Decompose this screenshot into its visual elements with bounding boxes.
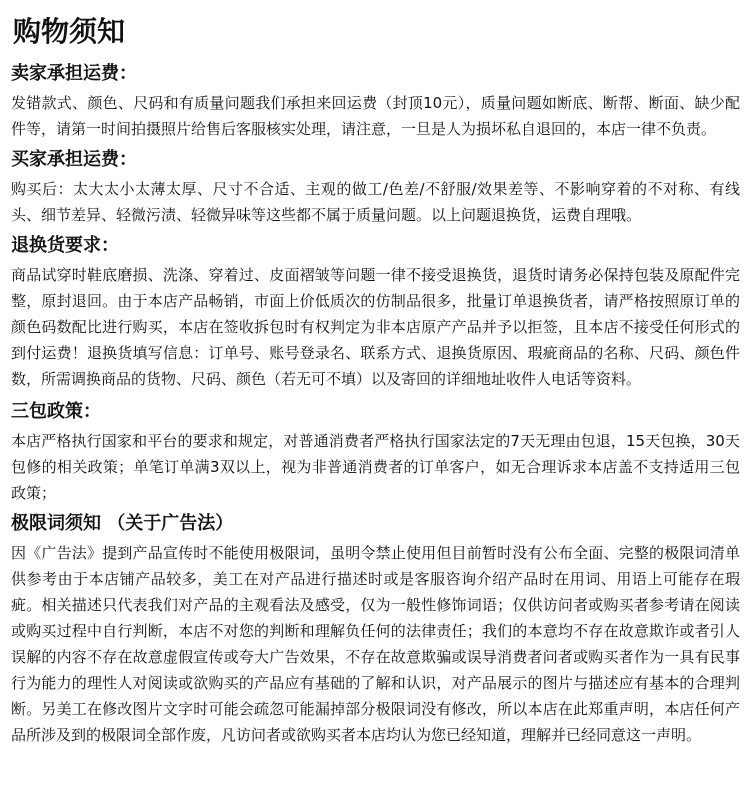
section-warranty-policy <box>11 398 740 506</box>
section-heading: 三包政策： <box>11 401 101 422</box>
section-body: 因《广告法》提到产品宣传时不能使用极限词，虽明令禁止使用但目前暂时没有公布全面、完整的极限词清单供参考由于本店铺产品较多，美工在对产品进行描述时或是客服咨询介绍产品时在用词、用语上可能存在瑕疵。相关描述只代表我们对产品的主观看法及感受，仅为一般性修饰词语；仅供访问者或购买者参考请在阅读或购买过程中自行判断，本店不对您的判断和理解负任何的法律责任；我们的本意均不存在故意欺诈或者引人误解的内容不存在故意虚假宣传或夸大广告效果，不存在故意欺骗或误导消费者问者或购买者作为一具有民事行为能力的理性人对阅读或欲购买的产品应有基础的了解和认识，对产品展示的图片与描述应有基本的合理判断。另美工在修改图片文字时可能会疏忽可能漏掉部分极限词没有修改，所以本店在此郑重声明，本店任何产品所涉及到的极限词全部作废，凡访问者或欲购买者本店均认为您已经知道，理解并已经同意这一声明。 <box>11 544 740 744</box>
section-body: 商品试穿时鞋底磨损、洗涤、穿着过、皮面褶皱等问题一律不接受退换货，退货时请务必保持包装及原配件完整，原封退回。由于本店产品畅销，市面上价低质次的仿制品很多，批量订单退换货者，请严格按照原订单的颜色码数配比进行购买，本店在签收拆包时有权判定为非本店原产产品并予以拒签，且本店不接受任何形式的到付运费！退换货填写信息：订单号、账号登录名、联系方式、退换货原因、瑕疵商品的名称、尺码、颜色件数，所需调换商品的货物、尺码、颜色（若无可不填）以及寄回的详细地址收件人电话等资料。 <box>11 266 740 388</box>
section-body: 购买后：太大太小太薄太厚、尺寸不合适、主观的做工/色差/不舒服/效果差等、不影响穿着的不对称、有线头、细节差异、轻微污渍、轻微异味等这些都不属于质量问题。以上问题退换货，运费自理哦。 <box>11 180 740 224</box>
section-heading: 极限词须知 （关于广告法） <box>11 513 234 534</box>
section-seller-shipping <box>11 60 740 142</box>
page-title: 购物须知 <box>13 15 126 48</box>
section-heading: 买家承担运费： <box>11 149 137 170</box>
section-heading: 退换货要求： <box>11 235 119 256</box>
section-return-requirements <box>11 232 740 392</box>
section-body: 发错款式、颜色、尺码和有质量问题我们承担来回运费（封顶10元），质量问题如断底、断帮、断面、缺少配件等，请第一时间拍摄照片给售后客服核实处理，请注意，一旦是人为损坏私自退回的，本店一律不负责。 <box>11 94 740 138</box>
section-heading: 卖家承担运费： <box>11 63 137 84</box>
section-advertising-law <box>11 510 740 748</box>
section-buyer-shipping <box>11 146 740 228</box>
section-body: 本店严格执行国家和平台的要求和规定，对普通消费者严格执行国家法定的7天无理由包退，15天包换，30天包修的相关政策；单笔订单满3双以上，视为非普通消费者的订单客户，如无合理诉求本店盖不支持适用三包政策； <box>11 432 740 502</box>
